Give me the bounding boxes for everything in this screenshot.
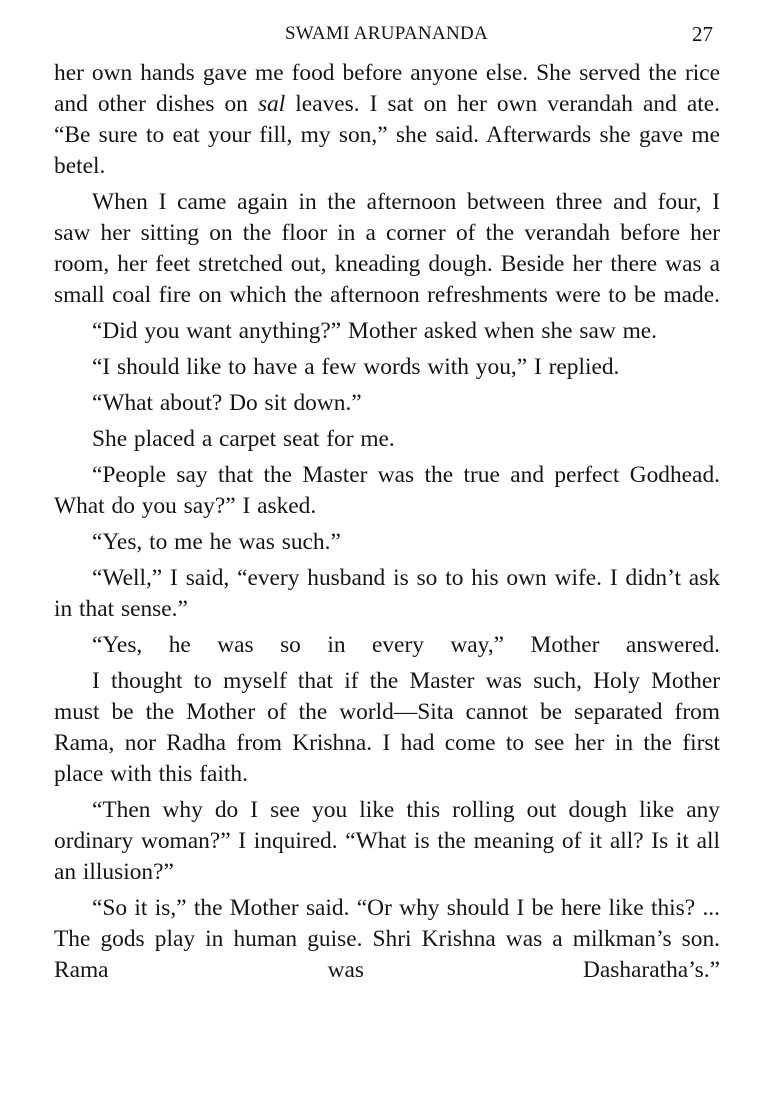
paragraph: She placed a carpet seat for me. xyxy=(92,426,395,452)
paragraph: “Yes, to me he was such.” xyxy=(92,529,341,555)
running-head-title: SWAMI ARUPANANDA xyxy=(284,23,489,44)
paragraph: “Well,” I said, “every husband is so to his own wife. I didn’t ask in that sense.” xyxy=(54,565,720,622)
paragraph: “Yes, he was so in every way,” Mother answered. xyxy=(92,632,720,658)
running-head xyxy=(54,20,719,50)
paragraph: “I should like to have a few words with you,” I replied. xyxy=(92,354,620,380)
paragraph-text: leaves. I sat on her own verandah and ate. “Be sure to eat your fill, my son,” she said. Afterwards she gave me betel. xyxy=(54,91,720,179)
paragraph: I thought to myself that if the Master was such, Holy Mother must be the Mother of the world—Sita cannot be separated from Rama, nor Radha from Krishna. I had come to see her in the first place with this faith. xyxy=(54,668,720,787)
paragraph: “People say that the Master was the true and perfect Godhead. What do you say?” I asked. xyxy=(54,462,720,519)
paragraph xyxy=(54,58,720,182)
paragraph: “Did you want anything?” Mother asked when she saw me. xyxy=(92,318,658,344)
italic-word: sal xyxy=(257,91,286,117)
page-number: 27 xyxy=(692,22,713,46)
paragraph: “Then why do I see you like this rolling out dough like any ordinary woman?” I inquired. “What is the meaning of it all? Is it all an illusion?” xyxy=(54,797,720,885)
page-body xyxy=(54,58,720,986)
paragraph-text: her own hands gave me food before anyone else. She served the rice and other dishes on xyxy=(54,60,720,117)
paragraph: When I came again in the afternoon between three and four, I saw her sitting on the floor in a corner of the verandah before her room, her feet stretched out, kneading dough. Beside her there was a small coal fire on which the afternoon refreshments were to be made. xyxy=(54,189,720,308)
paragraph: “So it is,” the Mother said. “Or why should I be here like this? ... The gods play in human guise. Shri Krishna was a milkman’s son. Rama was Dasharatha’s.” xyxy=(54,895,720,983)
paragraph: “What about? Do sit down.” xyxy=(92,390,362,416)
